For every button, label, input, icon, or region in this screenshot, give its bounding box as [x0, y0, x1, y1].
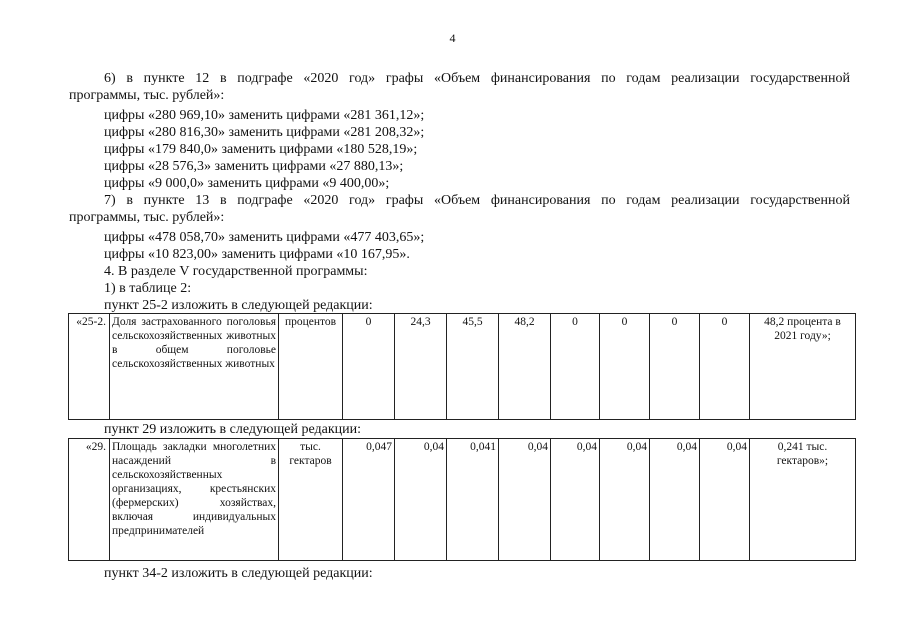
paragraph-7 — [69, 192, 850, 226]
page-number: 4 — [449, 31, 456, 45]
section-4-heading: 4. В разделе V государственной программы: — [104, 264, 368, 279]
paragraph-6-line-2: программы, тыс. рублей»: — [69, 88, 225, 103]
replacement-line-3: цифры «179 840,0» заменить цифрами «180 528,19»; — [104, 142, 418, 157]
replacement-line-1: цифры «280 969,10» заменить цифрами «281 361,12»; — [104, 108, 425, 123]
intro-item-34-2: пункт 34-2 изложить в следующей редакции: — [104, 566, 373, 581]
paragraph-7-line-1: 7) в пункте 13 в подграфе «2020 год» графы «Объем финансирования по годам реализации государственной — [104, 193, 850, 208]
value-cell: 0,04 — [499, 439, 551, 561]
value-cell: 0 — [551, 314, 600, 420]
target-note: 48,2 процента в 2021 году»; — [750, 314, 856, 420]
value-cell: 0,04 — [551, 439, 600, 561]
subsection-1-heading: 1) в таблице 2: — [104, 281, 192, 296]
paragraph-7-line-2: программы, тыс. рублей»: — [69, 210, 225, 225]
paragraph-6 — [69, 70, 850, 104]
value-cell: 0,04 — [700, 439, 750, 561]
replacement-line-2: цифры «280 816,30» заменить цифрами «281 208,32»; — [104, 125, 425, 140]
value-cell: 0,04 — [650, 439, 700, 561]
table-item-29 — [68, 438, 856, 561]
indicator-description: Площадь закладки многолетних насаждений в сельскохозяйственных организациях, крестьянских (фермерских) хозяйствах, включая индивидуальных предпринимателей — [110, 439, 279, 561]
paragraph-6-line-1: 6) в пункте 12 в подграфе «2020 год» графы «Объем финансирования по годам реализации государственной — [104, 71, 850, 86]
intro-item-25-2: пункт 25-2 изложить в следующей редакции: — [104, 298, 373, 313]
target-note: 0,241 тыс. гектаров»; — [750, 439, 856, 561]
replacement-line-6: цифры «478 058,70» заменить цифрами «477 403,65»; — [104, 230, 425, 245]
value-cell: 48,2 — [499, 314, 551, 420]
value-cell: 45,5 — [447, 314, 499, 420]
replacement-line-7: цифры «10 823,00» заменить цифрами «10 167,95». — [104, 247, 410, 262]
value-cell: 0 — [600, 314, 650, 420]
unit-of-measure: тыс. гектаров — [279, 439, 343, 561]
item-code: «25-2. — [69, 314, 110, 420]
value-cell: 0 — [650, 314, 700, 420]
intro-item-29: пункт 29 изложить в следующей редакции: — [104, 422, 361, 437]
item-code: «29. — [69, 439, 110, 561]
value-cell: 0,04 — [600, 439, 650, 561]
unit-of-measure: процентов — [279, 314, 343, 420]
replacement-line-4: цифры «28 576,3» заменить цифрами «27 880,13»; — [104, 159, 404, 174]
value-cell: 0,047 — [343, 439, 395, 561]
table-row — [69, 314, 856, 420]
value-cell: 0 — [700, 314, 750, 420]
table-item-25-2 — [68, 313, 856, 420]
indicator-description: Доля застрахованного поголовья сельскохозяйственных животных в общем поголовье сельскохозяйственных животных — [110, 314, 279, 420]
replacement-line-5: цифры «9 000,0» заменить цифрами «9 400,00»; — [104, 176, 390, 191]
value-cell: 0 — [343, 314, 395, 420]
table-row — [69, 439, 856, 561]
value-cell: 24,3 — [395, 314, 447, 420]
value-cell: 0,041 — [447, 439, 499, 561]
value-cell: 0,04 — [395, 439, 447, 561]
